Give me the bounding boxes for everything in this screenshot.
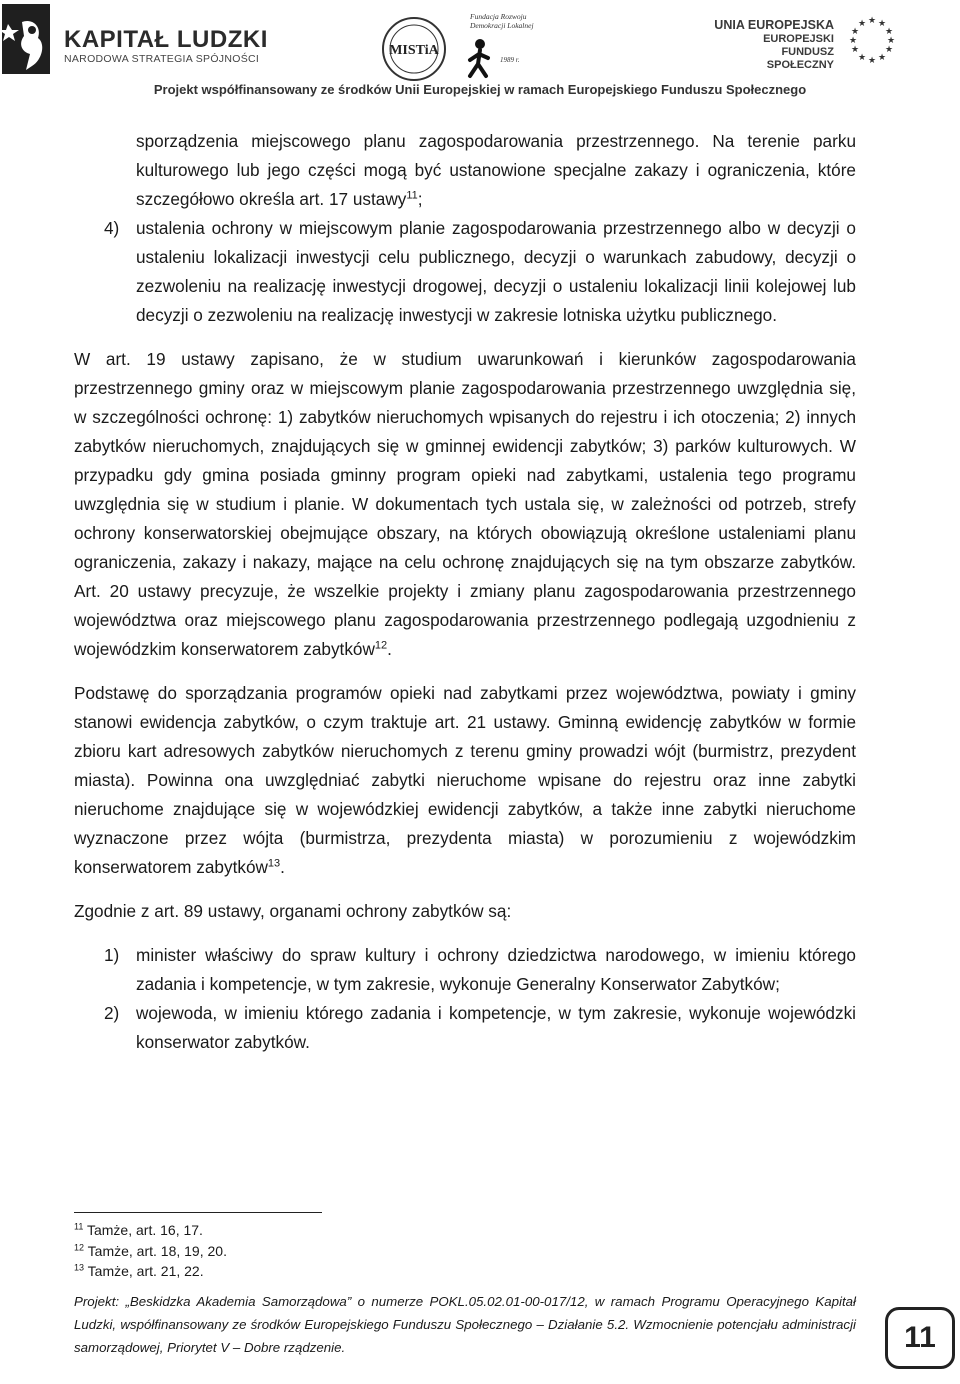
paragraph-text: sporządzenia miejscowego planu zagospodarowania przestrzennego. Na terenie parku kulturowego lub jego części mogą być ustanowione specjalne zakazy i ograniczenia, które szczegółowo określa art. 17 ustawy: [136, 131, 856, 209]
svg-text:★: ★: [877, 18, 887, 28]
fundacja-line2: Demokracji Lokalnej: [470, 21, 534, 30]
svg-text:★: ★: [884, 26, 894, 36]
svg-text:★: ★: [884, 44, 894, 54]
ue-line1: UNIA EUROPEJSKA: [714, 18, 834, 32]
svg-text:★: ★: [886, 35, 896, 45]
page-footer: Projekt: „Beskidzka Akademia Samorządowa” o numerze POKL.05.02.01-00-017/12, w ramach Programu Operacyjnego Kapitał Ludzki, współfinansowany ze środków Europejskiego Funduszu Społecznego – Działanie 5.2. Wzmocnienie potencjału administracji samorządowej, Priorytet V – Dobre rządzenie.: [74, 1294, 856, 1355]
footnote-separator: [74, 1212, 322, 1213]
paragraph: [74, 679, 856, 882]
kapital-ludzki-logo-icon: [2, 4, 50, 74]
kapital-ludzki-title: KAPITAŁ LUDZKI: [64, 26, 268, 53]
footnote-text: Tamże, art. 16, 17.: [86, 1222, 203, 1238]
page-header: [0, 0, 960, 104]
fundacja-line1: Fundacja Rozwoju: [470, 12, 527, 21]
svg-text:★: ★: [867, 55, 877, 65]
fundacja-year: 1989 r.: [500, 56, 520, 64]
svg-text:★: ★: [850, 44, 860, 54]
eu-stars-flag-icon: [845, 12, 899, 66]
paragraph-tail: .: [387, 639, 392, 659]
paragraph-continuation: [74, 127, 856, 214]
footnote-text: Tamże, art. 21, 22.: [87, 1263, 204, 1279]
footnote-number: 12: [74, 1241, 85, 1252]
paragraph: [74, 345, 856, 664]
paragraph-text: Podstawę do sporządzania programów opieki nad zabytkami przez województwa, powiaty i gminy stanowi ewidencja zabytków, o czym traktuje art. 21 ustawy. Gminną ewidencję zabytków w formie zbioru kart adresowych zabytków nieruchomych z terenu gminy prowadzi wójt (burmistrz, prezydent miasta). Powinna ona uwzględniać zabytki nieruchome wpisane do rejestru oraz inne zabytki nieruchome znajdujące się w wojewódzkiej ewidencji zabytków, a także inne zabytki nieruchome wyznaczone przez wójta (burmistrza, prezydenta miasta) w porozumieniu z wojewódzkim konserwatorem zabytków: [74, 683, 856, 877]
list-item-number: 2): [104, 1003, 120, 1023]
list-item: [74, 214, 856, 330]
list-item-text: wojewoda, w imieniu którego zadania i kompetencje, w tym zakresie, wykonuje wojewódzki konserwator zabytków.: [136, 1003, 856, 1052]
mistia-logo-icon: [378, 14, 450, 84]
mistia-label: MISTiA: [389, 43, 439, 58]
svg-text:★: ★: [867, 15, 877, 25]
footnote: [74, 1220, 227, 1241]
footnote: [74, 1261, 227, 1282]
footnote-ref: 11: [406, 189, 418, 202]
paragraph: Zgodnie z art. 89 ustawy, organami ochrony zabytków są:: [74, 901, 512, 921]
page-number: 11: [885, 1307, 955, 1369]
footnote: [74, 1241, 227, 1262]
list-item-text: minister właściwy do spraw kultury i ochrony dziedzictwa narodowego, w imieniu którego zadania i kompetencje, w tym zakresie, wykonuje Generalny Konserwator Zabytków;: [136, 945, 856, 994]
svg-text:★: ★: [850, 26, 860, 36]
paragraph-tail: ;: [417, 189, 423, 209]
footnote-ref: 12: [374, 639, 388, 652]
footnotes: [74, 1220, 227, 1282]
svg-text:★: ★: [848, 35, 858, 45]
svg-text:★: ★: [857, 52, 867, 62]
document-body: [74, 127, 856, 1057]
ue-line3: FUNDUSZ SPOŁECZNY: [766, 46, 834, 71]
list-item-number: 4): [104, 218, 120, 238]
footnote-number: 13: [74, 1262, 85, 1273]
svg-text:★: ★: [857, 18, 867, 28]
svg-text:★: ★: [877, 52, 887, 62]
list-item: [74, 941, 856, 999]
list-item-text: ustalenia ochrony w miejscowym planie zagospodarowania przestrzennego albo w decyzji o ustaleniu lokalizacji inwestycji celu publicznego, decyzji o warunkach zabudowy, decyzji o zezwoleniu na realizację inwestycji drogowej, decyzji o ustaleniu lokalizacji linii kolejowej lub decyzji o zezwoleniu na realizację inwestycji w zakresie lotniska użytku publicznego.: [136, 218, 856, 325]
footnote-text: Tamże, art. 18, 19, 20.: [87, 1242, 227, 1259]
footnote-number: 11: [74, 1221, 84, 1232]
ue-line2: EUROPEJSKI: [763, 33, 834, 45]
ue-text-block: [712, 18, 834, 72]
cofinancing-statement: Projekt współfinansowany ze środków Unii Europejskiej w ramach Europejskiego Funduszu Społecznego: [153, 82, 807, 97]
footnote-ref: 13: [267, 857, 281, 870]
list-item: [74, 999, 856, 1057]
paragraph-text: W art. 19 ustawy zapisano, że w studium uwarunkowań i kierunków zagospodarowania przestrzennego gminy oraz w miejscowym planie zagospodarowania przestrzennego uwzględnia się, w szczególności ochronę: 1) zabytków nieruchomych wpisanych do rejestru i ich otoczenia; 2) innych zabytków nieruchomych, znajdujących się w gminnej ewidencji zabytków; 3) parków kulturowych. W przypadku gdy gmina posiada gminny program opieki nad zabytkami, ustalenia tego programu uwzględnia się w studium i planie. W dokumentach tych ustala się, w zależności od potrzeb, strefy ochrony konserwatorskiej obejmujące obszary, na których obowiązują określone ustaleniami planu ograniczenia, zakazy i nakazy, mające na celu ochronę znajdujących się na tym obszarze zabytków. Art. 20 ustawy precyzuje, że wszelkie projekty i zmiany planu zagospodarowania przestrzennego województwa oraz miejscowego planu zagospodarowania przestrzennego podlegają uzgodnieniu z wojewódzkim konserwatorem zabytków: [74, 349, 856, 659]
kapital-ludzki-subtitle: NARODOWA STRATEGIA SPÓJNOŚCI: [64, 53, 260, 65]
fundacja-name: [470, 12, 534, 30]
list-item-number: 1): [104, 945, 120, 965]
paragraph-tail: .: [280, 857, 285, 877]
